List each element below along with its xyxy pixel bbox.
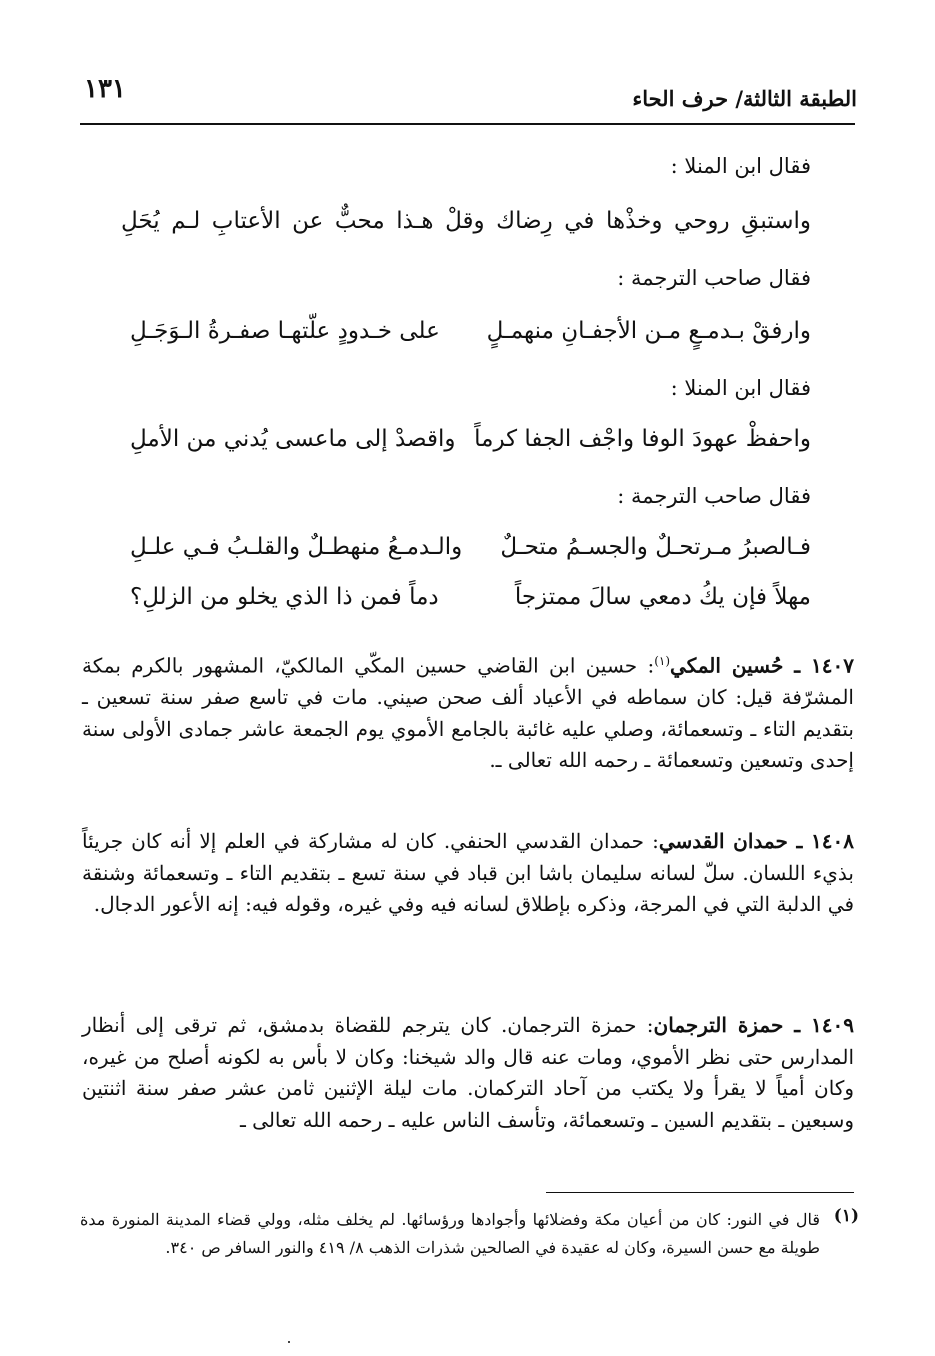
footnote-mark: (١) — [833, 1206, 859, 1226]
scan-speck — [288, 1341, 290, 1343]
verse-hemistich-right: واحفظْ عهودَ الوفا واجْف الجفا كرماً — [474, 426, 811, 452]
footnote-rule — [546, 1192, 854, 1193]
poem-intro: فقال صاحب الترجمة : — [617, 266, 811, 290]
entry-heading: ١٤٠٧ ـ حُسين المكي — [670, 653, 854, 678]
verse-hemistich-left: واقصدْ إلى ماعسى يُدني من الأملِ — [130, 426, 456, 452]
entry-body: : حمدان القدسي الحنفي. كان له مشاركة في العلم إلا أنه كان جريئاً بذيء اللسان. سلّ لسانه سليمان باشا ابن قباد في سنة تسع ـ بتقديم التاء ـ وتسعمائة وشنقة في الدلبة التي في المرجة، وذكره بإطلاق لسانه فيه وفي غيره، وقوله فيه: إنه الأعور الدجال. — [82, 829, 854, 916]
footnote-text: قال في النور: كان من أعيان مكة وفضلائها وأجوادها ورؤسائها. لم يخلف مثله، وولي قضاء المدينة المنورة مدة طويلة مع حسن السيرة، وكان له عقيدة في الصالحين شذرات الذهب ٨/ ٤١٩ والنور السافر ص ٣٤٠. — [80, 1210, 820, 1257]
page-number: ١٣١ — [84, 74, 126, 104]
verse-hemistich-right: مهلاً فإن يكُ دمعي سالَ ممتزجاً — [514, 584, 811, 610]
verse-hemistich-right: وارفقْ بـدمـعٍ مـن الأجفـانِ منهمـلٍ — [486, 318, 811, 344]
verse-hemistich-right: فـالصبرُ مـرتحـلٌ والجسـمُ متحـلٌ — [500, 534, 811, 560]
entry-heading: ١٤٠٨ ـ حمدان القدسي — [658, 829, 854, 853]
header-rule — [80, 123, 855, 125]
entry-body: : حمزة الترجمان. كان يترجم للقضاة بدمشق، ثم ترقى إلى أنظار المدارس حتى نظر الأموي، ومات عنه قال والد شيخنا: وكان لا بأس به لكونه أصلح من غيره، وكان أمياً لا يقرأ ولا يكتب من آحاد التركمان. مات ليلة الإثنين ثامن عشر صفر سنة اثنتين وسبعين ـ بتقديم السين ـ وتسعمائة، وتأسف الناس عليه ـ رحمه الله تعالى ـ — [82, 1013, 854, 1132]
verse-hemistich-left: على خـدودٍ علّتهـا صفـرةُ الـوَجَـلِ — [130, 318, 440, 344]
biography-entry-1408 — [82, 826, 854, 921]
verse-hemistich-left: والـدمـعُ منهطـلٌ والقلـبُ فـي علـلِ — [130, 534, 463, 560]
running-header: الطبقة الثالثة/ حرف الحاء — [632, 86, 857, 111]
biography-entry-1407 — [82, 646, 854, 777]
poem-intro: فقال ابن المنلا : — [670, 154, 811, 178]
entry-body: : حسين ابن القاضي حسين المكّي المالكيّ، المشهور بالكرم بمكة المشرّفة قيل: كان سماطه في الأعياد ألف صحن صيني. مات في تاسع صفر سنة تسعين ـ بتقديم التاء ـ وتسعمائة، وصلي عليه غائبة بالجامع الأموي يوم الجمعة عاشر جمادى الأولى سنة إحدى وتسعين وتسعمائة ـ رحمه الله تعالى ـ. — [82, 653, 854, 773]
entry-heading: ١٤٠٩ ـ حمزة الترجمان — [653, 1013, 854, 1037]
biography-entry-1409 — [82, 1010, 854, 1136]
verse-line: واستبقِ روحي وخذْها في رِضاك وقلْ هـذا محبٌّ عن الأعتابِ لـم يُحَلِ — [121, 208, 811, 234]
poem-intro: فقال ابن المنلا : — [670, 376, 811, 400]
poem-intro: فقال صاحب الترجمة : — [617, 484, 811, 508]
footnote-reference: (١) — [654, 654, 671, 668]
verse-hemistich-left: دماً فمن ذا الذي يخلو من الزللِ؟ — [130, 584, 439, 610]
